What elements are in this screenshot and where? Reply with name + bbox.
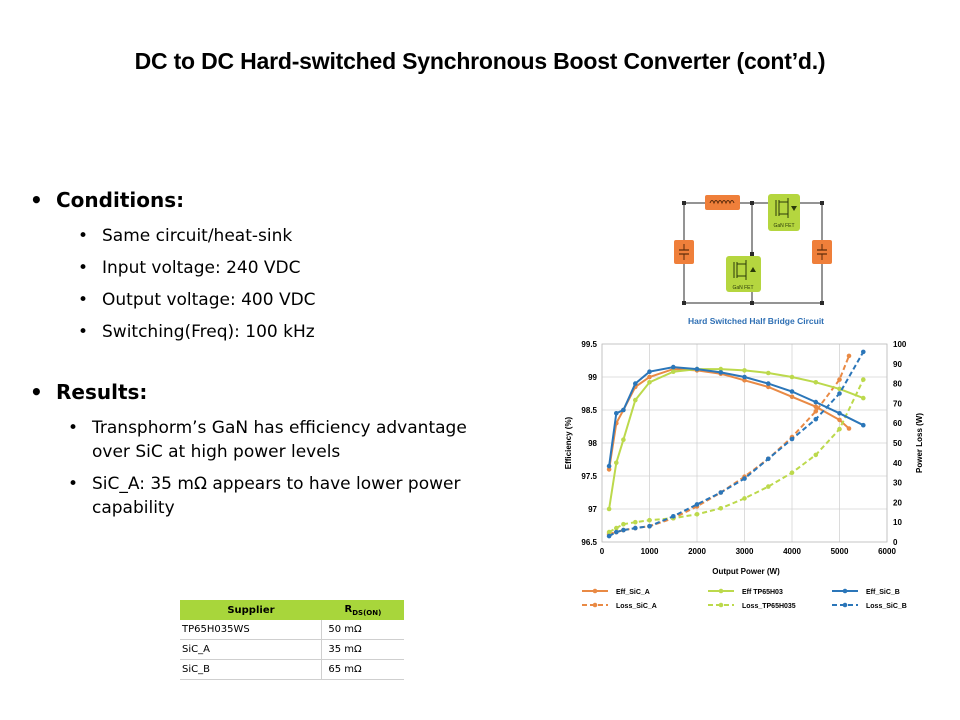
data-point [861,350,866,355]
data-point [837,418,842,423]
circuit-diagram [670,186,840,332]
supplier-table [180,600,404,680]
x-tick-label: 0 [599,547,605,556]
legend-marker [593,603,598,608]
results-heading: • Results: [30,380,510,404]
data-point [633,520,638,525]
supplier-column-header: Supplier [180,600,322,620]
condition-item: • Input voltage: 240 VDC [30,256,510,280]
capacitor-icon [812,240,832,264]
y2-tick-label: 0 [893,538,898,547]
y2-tick-label: 10 [893,518,902,528]
y2-tick-label: 20 [893,498,902,508]
data-point [861,377,866,382]
data-point [719,490,724,495]
legend-marker [719,603,724,608]
data-point [633,526,638,531]
data-point [695,512,700,517]
data-point [790,437,795,442]
data-point [742,476,747,481]
data-point [861,423,866,428]
data-point [814,417,819,422]
data-point [719,370,724,375]
data-point [607,534,612,539]
y2-tick-label: 60 [893,419,902,429]
inductor-icon [705,195,740,210]
legend-marker [843,589,848,594]
data-point [671,369,676,374]
y2-tick-label: 90 [893,359,902,369]
x-tick-label: 6000 [878,547,896,556]
efficiency-chart [560,336,930,618]
data-point [614,526,619,531]
data-point [647,518,652,523]
series-line [609,369,863,509]
result-item: • SiC_A: 35 mΩ appears to have lower power capability [30,472,510,520]
x-axis-label: Output Power (W) [712,567,780,576]
data-point [861,396,866,401]
data-point [671,365,676,370]
result-item: • Transphorm’s GaN has efficiency advantage over SiC at high power levels [30,416,510,464]
supplier-cell: SiC_B [180,660,322,680]
data-point [633,381,638,386]
fet-top-label: GaN FET [773,223,795,229]
data-point [847,354,852,359]
data-point [814,380,819,385]
y-axis-label: Efficiency (%) [564,416,573,470]
data-point [647,380,652,385]
data-point [837,391,842,396]
data-point [671,514,676,519]
rds-cell: 65 mΩ [322,660,404,680]
data-point [621,437,626,442]
legend-marker [719,589,724,594]
conditions-heading: • Conditions: [30,188,510,212]
data-point [621,528,626,533]
chart-series [607,350,866,539]
y-tick-label: 96.5 [581,538,597,547]
data-point [607,507,612,512]
y2-tick-label: 100 [893,340,907,349]
legend-label: Loss_SiC_A [616,603,657,610]
data-point [614,411,619,416]
slide-title: DC to DC Hard-switched Synchronous Boost Converter (cont’d.) [134,48,826,74]
condition-item: • Switching(Freq): 100 kHz [30,320,510,344]
data-point [647,369,652,374]
data-point [790,395,795,400]
gan-fet-bottom-icon [726,256,761,292]
table-header-row [180,600,404,620]
legend-label: Loss_TP65H035 [742,603,796,610]
data-point [719,506,724,511]
y2-tick-label: 40 [893,458,902,468]
data-point [766,484,771,489]
rds-column-header [322,600,404,620]
y-tick-label: 97 [588,505,597,514]
data-point [790,470,795,475]
y2-axis-label: Power Loss (W) [915,412,924,474]
legend-label: Eff TP65H03 [742,589,783,596]
condition-item: • Output voltage: 400 VDC [30,288,510,312]
data-point [814,453,819,458]
data-point [607,464,612,469]
x-tick-label: 1000 [640,547,659,556]
data-point [614,461,619,466]
data-point [742,496,747,501]
x-tick-label: 4000 [783,547,801,556]
data-point [621,408,626,413]
legend-marker [593,589,598,594]
data-point [621,522,626,527]
series-line [609,369,849,469]
y-tick-label: 98 [588,439,597,448]
data-point [633,398,638,403]
chart-legend [582,589,907,610]
rds-cell: 50 mΩ [322,620,404,640]
y2-tick-label: 30 [893,478,902,488]
data-point [742,368,747,373]
table-row [180,620,404,640]
data-point [766,381,771,386]
data-point [766,457,771,462]
data-point [847,426,852,431]
data-point [742,375,747,380]
supplier-cell: SiC_A [180,640,322,660]
data-point [790,389,795,394]
x-tick-label: 2000 [688,547,706,556]
data-point [837,427,842,432]
legend-label: Eff_SiC_B [866,589,900,596]
y-tick-label: 97.5 [581,472,597,481]
y-tick-label: 98.5 [581,406,597,415]
data-point [695,367,700,372]
legend-label: Eff_SiC_A [616,589,650,596]
data-point [607,530,612,535]
fet-bottom-label: GaN FET [732,285,754,291]
data-point [614,530,619,535]
data-point [814,409,819,414]
x-tick-label: 5000 [830,547,849,556]
y2-tick-label: 50 [893,439,902,448]
condition-item: • Same circuit/heat-sink [30,224,510,248]
x-tick-label: 3000 [735,547,754,556]
y2-tick-label: 80 [893,379,902,389]
supplier-cell: TP65H035WS [180,620,322,640]
chart-grid [602,344,887,542]
table-row [180,640,404,660]
legend-marker [843,603,848,608]
data-point [647,524,652,529]
bullet-list [30,188,510,528]
y-tick-label: 99 [588,373,597,382]
rds-header-main: R [344,603,353,615]
data-point [647,375,652,380]
rds-cell: 35 mΩ [322,640,404,660]
data-point [814,400,819,405]
y2-tick-label: 70 [893,399,902,409]
data-point [766,371,771,376]
circuit-caption: Hard Switched Half Bridge Circuit [687,316,825,326]
table-row [180,660,404,680]
data-point [790,375,795,380]
legend-label: Loss_SiC_B [866,603,907,610]
capacitor-icon [674,240,694,264]
y-tick-label: 99.5 [581,340,597,349]
data-point [837,411,842,416]
gan-fet-top-icon [768,194,800,231]
data-point [695,502,700,507]
rds-header-sub: DS(ON) [352,608,382,617]
data-point [837,377,842,382]
